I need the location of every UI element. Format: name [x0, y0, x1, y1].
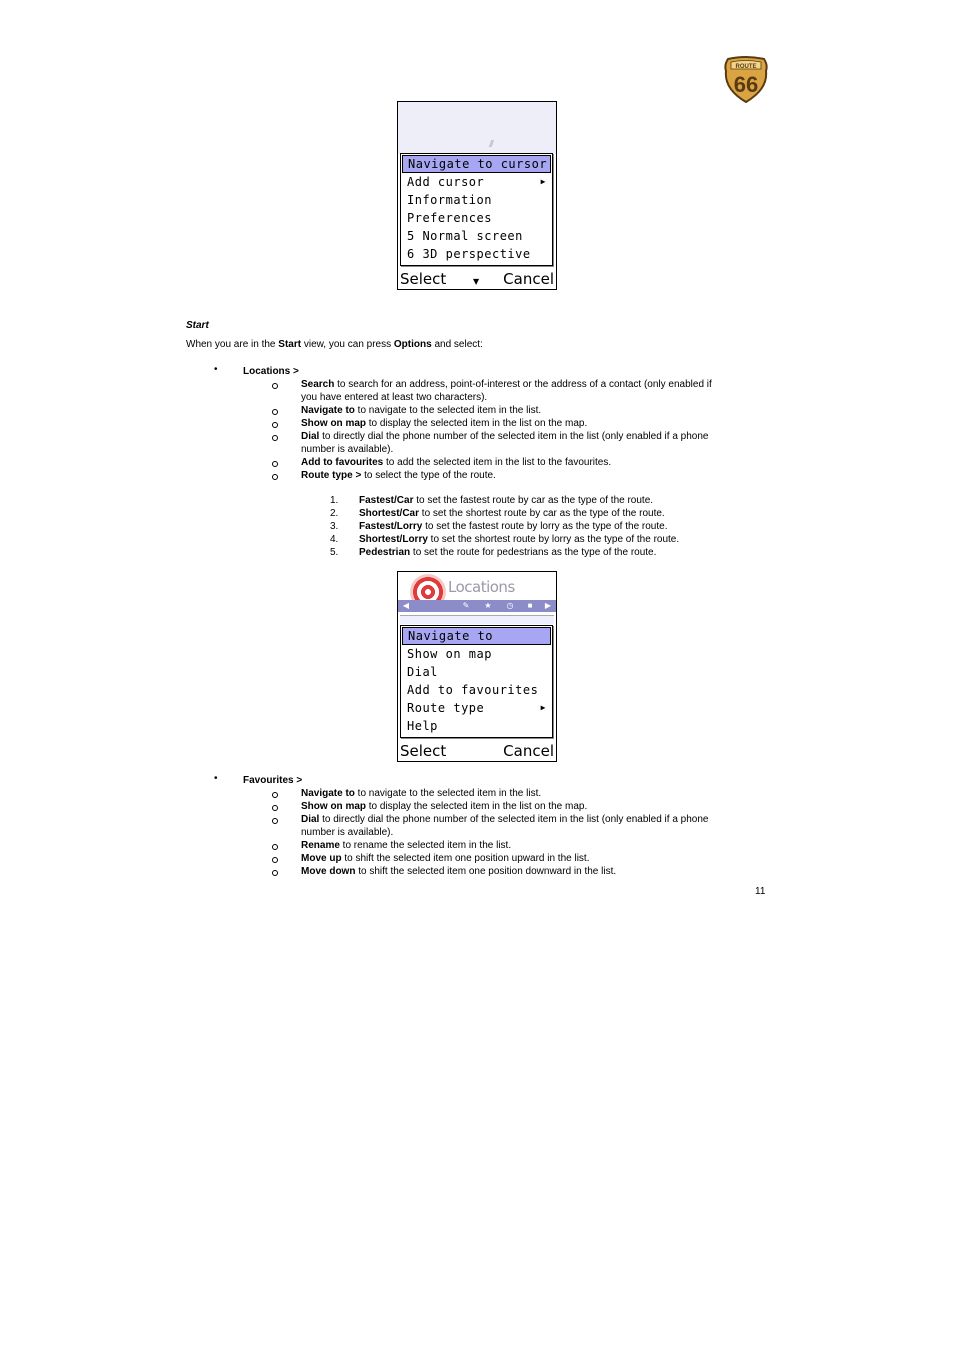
option-description-continued: you have entered at least two characters). [301, 392, 488, 403]
logo-number-text: 66 [733, 72, 759, 97]
menu-item-label: Route type [407, 701, 485, 715]
menu-item-add-to-favourites[interactable] [401, 681, 552, 699]
select-softkey[interactable]: Select [400, 742, 447, 760]
option-description-continued: number is available). [301, 444, 394, 455]
menu-item-navigate-to[interactable] [402, 627, 551, 645]
route-type-name: Fastest/Lorry [359, 521, 423, 532]
route-type-item [359, 520, 668, 533]
tab-favourites-icon[interactable]: ★ [484, 601, 492, 610]
option-name: Route type > [301, 470, 362, 481]
locations-heading [243, 365, 299, 378]
submenu-arrow-icon: ▶ [540, 177, 546, 186]
option-item [301, 417, 587, 430]
option-description: to add the selected item in the list to the favourites. [383, 457, 612, 468]
menu-item-label: Navigate to cursor [408, 157, 548, 171]
circle-bullet-icon [272, 461, 278, 467]
route-type-item [359, 546, 656, 559]
map-area [398, 102, 556, 154]
favourites-heading [243, 774, 302, 787]
route-type-description: to set the shortest route by car as the type of the route. [419, 508, 665, 519]
menu-item-label: Add to favourites [407, 683, 539, 697]
bullet-icon: • [214, 773, 218, 784]
option-item [301, 813, 708, 826]
menu-item-label: Add cursor [407, 175, 485, 189]
cancel-softkey[interactable]: Cancel [503, 270, 554, 288]
option-name: Show on map [301, 801, 366, 812]
locations-title: Locations [448, 578, 515, 596]
phone-screenshot-map-menu [397, 101, 557, 290]
tab-left-arrow-icon[interactable]: ◀ [402, 601, 410, 610]
option-item [301, 456, 611, 469]
cursor-icon [489, 140, 495, 147]
menu-item-3d-perspective[interactable] [401, 245, 552, 263]
menu-item-label: Information [407, 193, 492, 207]
menu-item-normal-screen[interactable] [401, 227, 552, 245]
circle-bullet-icon [272, 857, 278, 863]
section-title: Start [186, 320, 209, 331]
submenu-arrow-icon: ▶ [540, 703, 546, 712]
bullet-icon: • [214, 364, 218, 375]
option-name: Show on map [301, 418, 366, 429]
route-type-item [359, 533, 679, 546]
list-preview-bar [400, 615, 554, 624]
tab-right-arrow-icon[interactable]: ▶ [544, 601, 552, 610]
option-item [301, 787, 541, 800]
option-description: to navigate to the selected item in the list. [354, 788, 542, 799]
circle-bullet-icon [272, 870, 278, 876]
circle-bullet-icon [272, 474, 278, 480]
route-type-name: Fastest/Car [359, 495, 414, 506]
menu-item-dial[interactable] [401, 663, 552, 681]
menu-item-route-type[interactable] [401, 699, 552, 717]
intro-options: Options [393, 339, 432, 350]
page-number: 11 [755, 886, 766, 897]
circle-bullet-icon [272, 409, 278, 415]
route-type-description: to set the route for pedestrians as the type of the route. [410, 547, 657, 558]
scroll-down-icon: ▼ [473, 277, 480, 286]
tab-contacts-icon[interactable]: ■ [527, 601, 533, 610]
menu-item-label: Show on map [407, 647, 492, 661]
option-name: Add to favourites [301, 457, 384, 468]
cancel-softkey[interactable]: Cancel [503, 742, 554, 760]
option-name: Dial [301, 431, 320, 442]
locations-header [398, 572, 556, 624]
phone-screenshot-locations-menu [397, 571, 557, 762]
options-menu [400, 625, 553, 738]
option-description: to search for an address, point-of-interest or the address of a contact (only enabled if [334, 379, 712, 390]
menu-item-information[interactable] [401, 191, 552, 209]
menu-item-label: Preferences [407, 211, 492, 225]
menu-item-add-cursor[interactable] [401, 173, 552, 191]
menu-item-navigate-to-cursor[interactable] [402, 155, 551, 173]
softkey-bar [398, 267, 556, 289]
option-description: to directly dial the phone number of the selected item in the list (only enabled if a phone [319, 431, 709, 442]
option-description: to navigate to the selected item in the list. [354, 405, 542, 416]
option-description: to shift the selected item one position upward in the list. [341, 853, 590, 864]
list-number: 3. [330, 521, 339, 532]
option-name: Search [301, 379, 335, 390]
intro-part: When you are in the [186, 339, 279, 350]
option-description: to rename the selected item in the list. [339, 840, 512, 851]
option-item [301, 839, 511, 852]
route-type-item [359, 494, 653, 507]
option-description: to select the type of the route. [361, 470, 496, 481]
list-number: 2. [330, 508, 339, 519]
circle-bullet-icon [272, 805, 278, 811]
locations-label: Locations > [243, 366, 299, 377]
option-item [301, 378, 712, 391]
menu-item-help[interactable] [401, 717, 552, 735]
option-item [301, 430, 708, 443]
tab-bar [398, 600, 556, 612]
route-type-name: Pedestrian [359, 547, 411, 558]
option-name: Move down [301, 866, 356, 877]
favourites-label: Favourites > [243, 775, 303, 786]
circle-bullet-icon [272, 844, 278, 850]
option-name: Move up [301, 853, 342, 864]
logo-small-text: ROUTE [735, 64, 757, 70]
list-number: 1. [330, 495, 339, 506]
intro-text [186, 338, 483, 351]
option-description: to shift the selected item one position downward in the list. [355, 866, 617, 877]
options-menu [400, 153, 553, 266]
route-type-name: Shortest/Lorry [359, 534, 428, 545]
option-item [301, 852, 589, 865]
select-softkey[interactable]: Select [400, 270, 447, 288]
route-type-name: Shortest/Car [359, 508, 420, 519]
intro-part: and select: [431, 339, 483, 350]
route66-logo [722, 55, 770, 103]
menu-item-preferences[interactable] [401, 209, 552, 227]
option-description: to directly dial the phone number of the selected item in the list (only enabled if a phone [319, 814, 709, 825]
route-type-item [359, 507, 665, 520]
circle-bullet-icon [272, 422, 278, 428]
circle-bullet-icon [272, 383, 278, 389]
circle-bullet-icon [272, 435, 278, 441]
route66-shield-icon [722, 55, 770, 103]
option-description: to display the selected item in the list on the map. [366, 418, 588, 429]
intro-start: Start [278, 339, 302, 350]
tab-search-icon[interactable]: ✎ [462, 601, 470, 610]
route-type-description: to set the shortest route by lorry as the type of the route. [427, 534, 680, 545]
menu-item-show-on-map[interactable] [401, 645, 552, 663]
option-item [301, 800, 587, 813]
menu-item-label: 5 Normal screen [407, 229, 523, 243]
option-item [301, 469, 496, 482]
option-description-continued: number is available). [301, 827, 394, 838]
route-type-description: to set the fastest route by car as the type of the route. [413, 495, 654, 506]
route-type-description: to set the fastest route by lorry as the type of the route. [422, 521, 668, 532]
menu-item-label: Dial [407, 665, 438, 679]
option-description: to display the selected item in the list on the map. [366, 801, 588, 812]
menu-item-label: Navigate to [408, 629, 493, 643]
option-name: Dial [301, 814, 320, 825]
option-item [301, 865, 616, 878]
tab-recent-icon[interactable]: ◷ [506, 601, 514, 610]
list-number: 4. [330, 534, 339, 545]
circle-bullet-icon [272, 792, 278, 798]
list-number: 5. [330, 547, 339, 558]
menu-item-label: Help [407, 719, 438, 733]
circle-bullet-icon [272, 818, 278, 824]
option-item [301, 404, 541, 417]
menu-item-label: 6 3D perspective [407, 247, 531, 261]
option-name: Rename [301, 840, 340, 851]
option-name: Navigate to [301, 405, 355, 416]
intro-part: view, you can press [301, 339, 394, 350]
option-name: Navigate to [301, 788, 355, 799]
softkey-bar [398, 739, 556, 761]
